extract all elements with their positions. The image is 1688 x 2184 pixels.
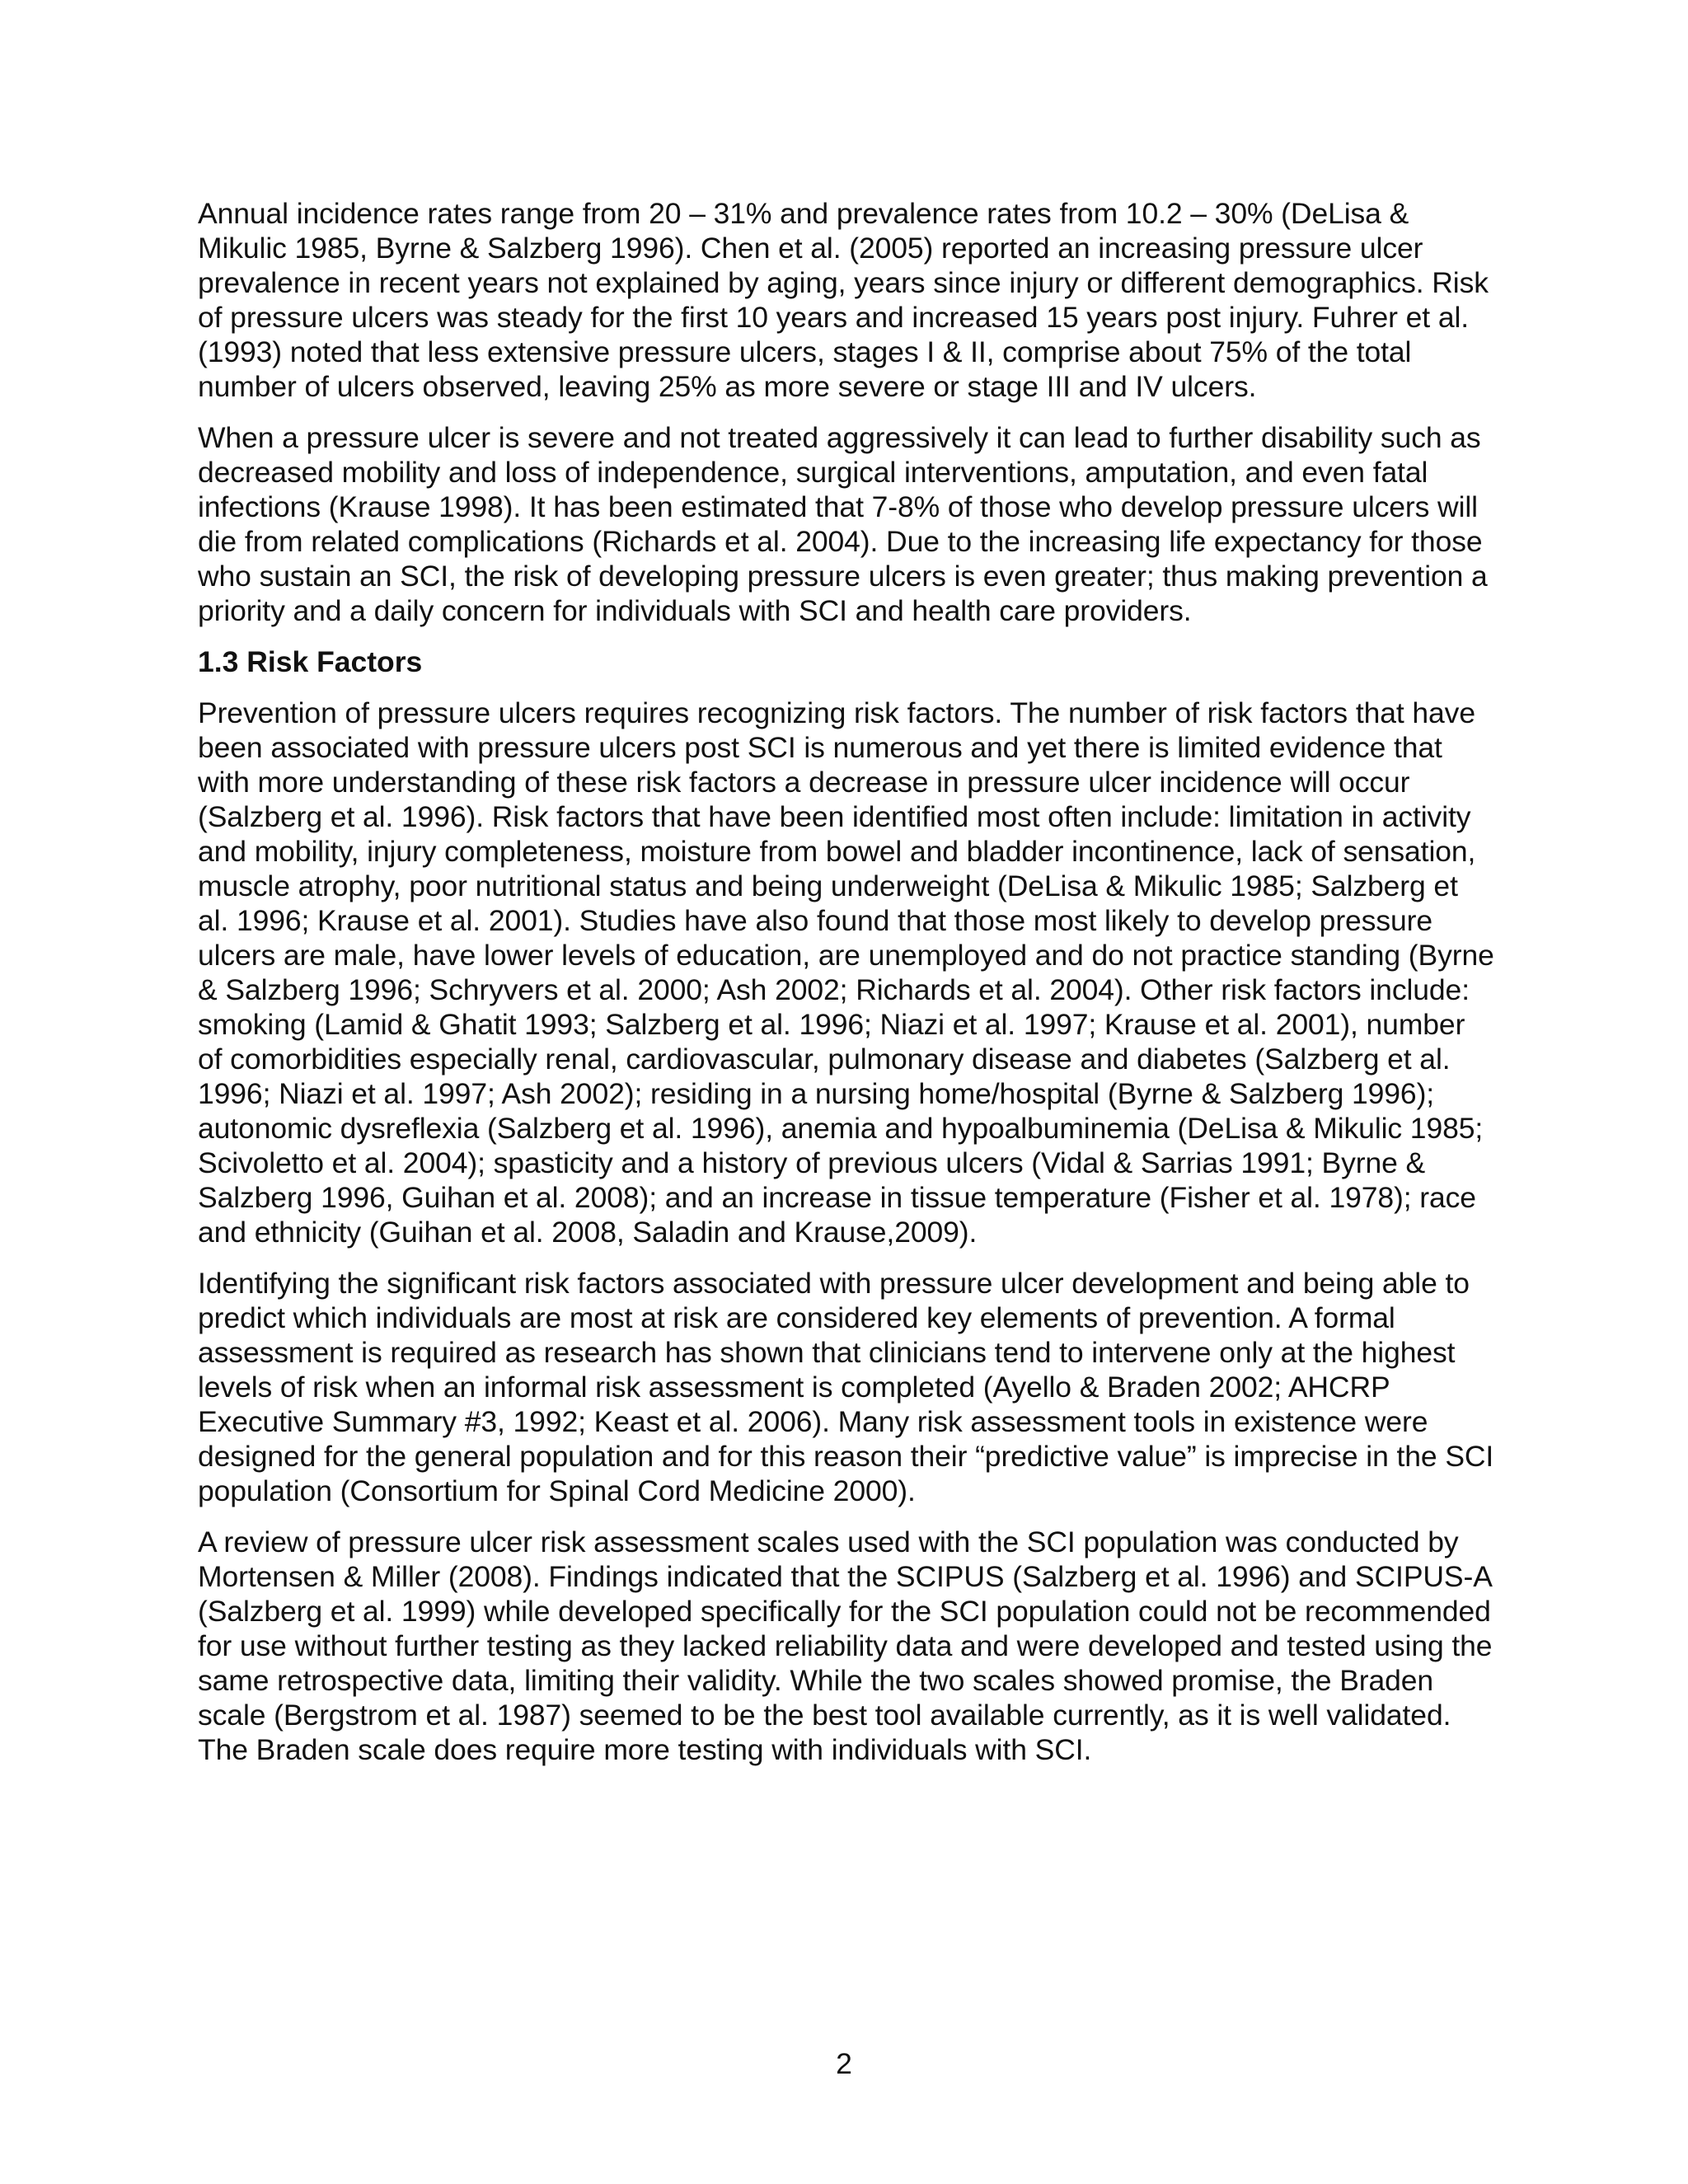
document-page [198, 196, 1496, 1783]
paragraph-risk-assessment: Identifying the significant risk factors associated with pressure ulcer development and being able to predict which individuals are most at risk are considered key elements of prevention. A formal assessment is required as research has shown that clinicians tend to intervene only at the highest levels of risk when an informal risk assessment is completed (Ayello & Braden 2002; AHCRP Executive Summary #3, 1992; Keast et al. 2006). Many risk assessment tools in existence were designed for the general population and for this reason their “predictive value” is imprecise in the SCI population (Consortium for Spinal Cord Medicine 2000). [198, 1267, 1494, 1507]
paragraph-assessment-scales-review: A review of pressure ulcer risk assessment scales used with the SCI population was conducted by Mortensen & Miller (2008). Findings indicated that the SCIPUS (Salzberg et al. 1996) and SCIPUS-A (Salzberg et al. 1999) while developed specifically for the SCI population could not be recommended for use without further testing as they lacked reliability data and were developed and tested using the same retrospective data, limiting their validity. While the two scales showed promise, the Braden scale (Bergstrom et al. 1987) seemed to be the best tool available currently, as it is well validated. The Braden scale does require more testing with individuals with SCI. [198, 1526, 1493, 1766]
paragraph-risk-factors-list: Prevention of pressure ulcers requires recognizing risk factors. The number of risk factors that have been associated with pressure ulcers post SCI is numerous and yet there is limited evidence that with more understanding of these risk factors a decrease in pressure ulcer incidence will occur (Salzberg et al. 1996). Risk factors that have been identified most often include: limitation in activity and mobility, injury completeness, moisture from bowel and bladder incontinence, lack of sensation, muscle atrophy, poor nutritional status and being underweight (DeLisa & Mikulic 1985; Salzberg et al. 1996; Krause et al. 2001). Studies have also found that those most likely to develop pressure ulcers are male, have lower levels of education, are unemployed and do not practice standing (Byrne & Salzberg 1996; Schryvers et al. 2000; Ash 2002; Richards et al. 2004). Other risk factors include: smoking (Lamid & Ghatit 1993; Salzberg et al. 1996; Niazi et al. 1997; Krause et al. 2001), number of comorbidities especially renal, cardiovascular, pulmonary disease and diabetes (Salzberg et al. 1996; Niazi et al. 1997; Ash 2002); residing in a nursing home/hospital (Byrne & Salzberg 1996); autonomic dysreflexia (Salzberg et al. 1996), anemia and hypoalbuminemia (DeLisa & Mikulic 1985; Scivoletto et al. 2004); spasticity and a history of previous ulcers (Vidal & Sarrias 1991; Byrne & Salzberg 1996, Guihan et al. 2008); and an increase in tissue temperature (Fisher et al. 1978); race and ethnicity (Guihan et al. 2008, Saladin and Krause,2009). [198, 696, 1494, 1249]
section-heading-risk-factors: 1.3 Risk Factors [198, 645, 423, 678]
paragraph-severity-complications: When a pressure ulcer is severe and not treated aggressively it can lead to further disability such as decreased mobility and loss of independence, surgical interventions, amputation, and even fatal infections (Krause 1998). It has been estimated that 7-8% of those who develop pressure ulcers will die from related complications (Richards et al. 2004). Due to the increasing life expectancy for those who sustain an SCI, the risk of developing pressure ulcers is even greater; thus making prevention a priority and a daily concern for individuals with SCI and health care providers. [198, 421, 1488, 627]
paragraph-incidence-rates: Annual incidence rates range from 20 – 31% and prevalence rates from 10.2 – 30% (DeLisa & Mikulic 1985, Byrne & Salzberg 1996). Chen et al. (2005) reported an increasing pressure ulcer prevalence in recent years not explained by aging, years since injury or different demographics. Risk of pressure ulcers was steady for the first 10 years and increased 15 years post injury. Fuhrer et al. (1993) noted that less extensive pressure ulcers, stages I & II, comprise about 75% of the total number of ulcers observed, leaving 25% as more severe or stage III and IV ulcers. [198, 197, 1489, 403]
page-number: 2 [836, 2047, 852, 2080]
